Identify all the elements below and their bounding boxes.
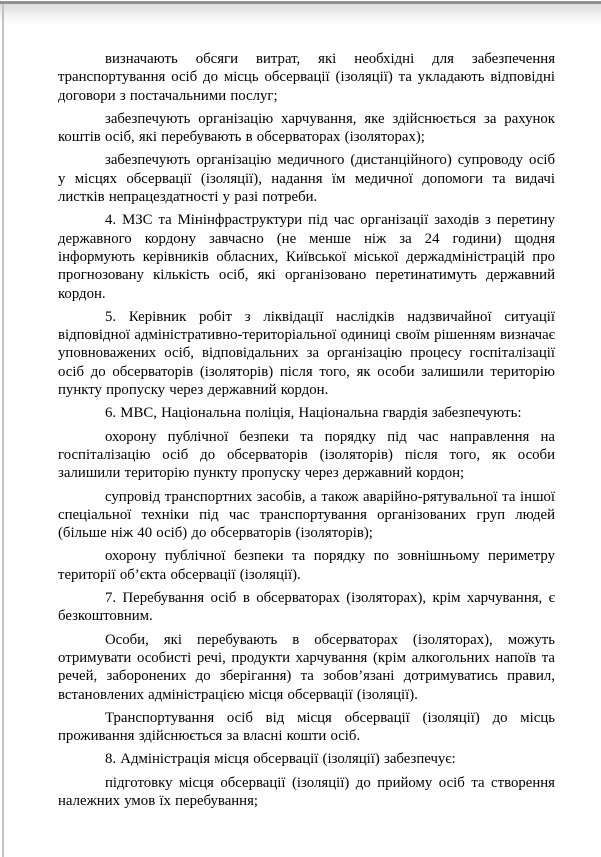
- paragraph: охорону публічної безпеки та порядку під час направлення на госпіталізацію осіб до обсерваторів (ізоляторів) після того, як особи залишили територію пункту пропуску через державний кордон;: [58, 428, 555, 482]
- paragraph: підготовку місця обсервації (ізоляції) до прийому осіб та створення належних умов їх перебування;: [58, 774, 555, 809]
- paragraph: 6. МВС, Національна поліція, Національна гвардія забезпечують:: [105, 405, 522, 422]
- paragraph: Особи, які перебувають в обсерваторах (ізоляторах), можуть отримувати особисті речі, продукти харчування (крім алкогольних напоїв та речей, заборонених до зберігання) та зобов’язані дотримуватись правил, встановлених адміністрацією місця обсервації (ізоляції).: [58, 631, 555, 703]
- paragraph: 7. Перебування осіб в обсерваторах (ізоляторах), крім харчування, є безкоштовним.: [58, 590, 555, 625]
- page-left-edge: [2, 4, 4, 857]
- paragraph: забезпечують організацію харчування, яке здійснюється за рахунок коштів осіб, які перебувають в обсерваторах (ізоляторах);: [58, 110, 555, 146]
- paragraph: 4. МЗС та Мінінфраструктури під час організації заходів з перетину державного кордону завчасно (не менше ніж за 24 години) щодня інформують керівників обласних, Київської міської держадміністрацій про прогнозовану кількість осіб, які організовано перетинатимуть державний кордон.: [58, 212, 555, 302]
- paragraph: 8. Адміністрація місця обсервації (ізоляції) забезпечує:: [105, 751, 456, 768]
- paragraph: супровід транспортних засобів, а також аварійно-рятувальної та іншої спеціальної техніки під час транспортування організованих груп людей (більше ніж 40 осіб) до обсерваторів (ізоляторів);: [58, 488, 555, 542]
- paragraph: 5. Керівник робіт з ліквідації наслідків надзвичайної ситуації відповідної адміністративно-територіальної одиниці своїм рішенням визначає уповноважених осіб, відповідальних за організацію процесу госпіталізації осіб до обсерваторів (ізоляторів) після того, як особи залишили територію пункту пропуску через державний кордон.: [58, 308, 555, 399]
- paragraph: охорону публічної безпеки та порядку по зовнішньому периметру території об’єкта обсервації (ізоляції).: [58, 548, 555, 583]
- paragraph: Транспортування осіб від місця обсервації (ізоляції) до місць проживання здійснюється за власні кошти осіб.: [58, 709, 555, 745]
- document-body-text: [58, 50, 555, 815]
- paragraph: визначають обсяги витрат, які необхідні для забезпечення транспортування осіб до місць обсервації (ізоляції) та укладають відповідні договори з постачальними послуг;: [58, 51, 555, 104]
- paragraph: забезпечують організацію медичного (дистанційного) супроводу осіб у місцях обсервації (ізоляції), надання їм медичної допомоги та видачі листків непрацездатності у разі потреби.: [58, 152, 555, 206]
- page-top-shadow: [0, 4, 601, 26]
